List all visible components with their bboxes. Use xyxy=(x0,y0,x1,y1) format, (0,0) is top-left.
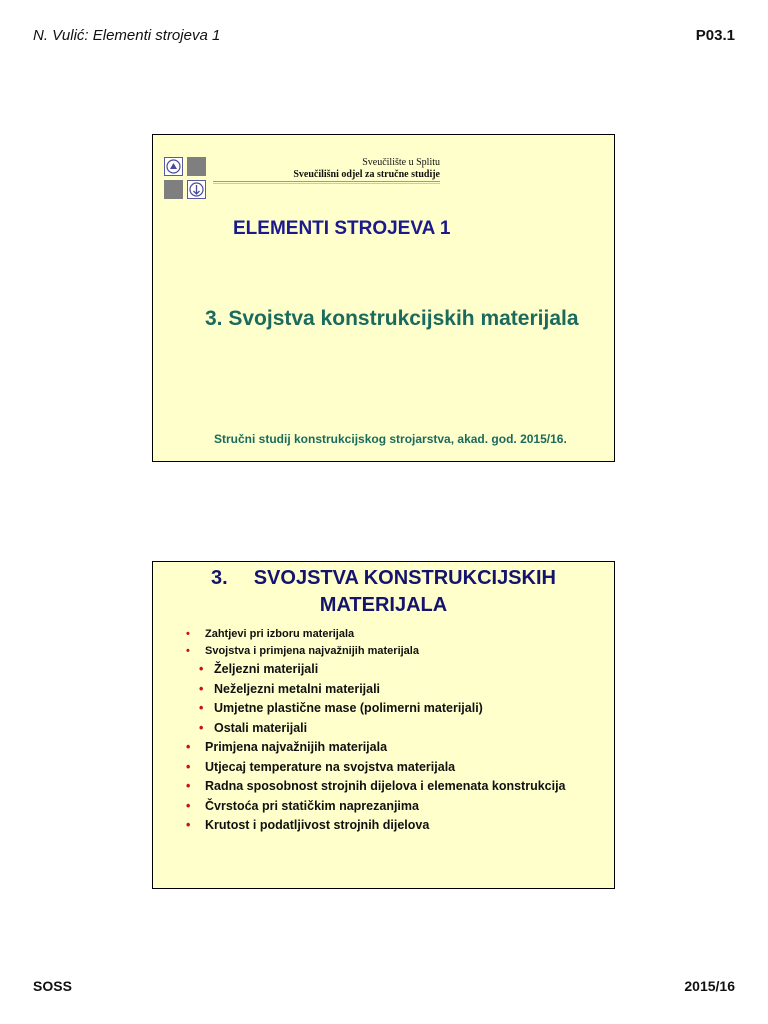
study-program: Stručni studij konstrukcijskog strojarstva, akad. god. 2015/16. xyxy=(214,432,567,446)
department-name: Sveučilišni odjel za stručne studije xyxy=(293,169,440,180)
contents-title-line1: SVOJSTVA KONSTRUKCIJSKIH xyxy=(253,567,556,589)
list-item: • Svojstva i primjena najvažnijih materijala xyxy=(153,645,566,662)
department-emblem-icon xyxy=(187,180,206,199)
header-page-code: P03.1 xyxy=(695,27,735,44)
course-title: ELEMENTI STROJEVA 1 xyxy=(233,218,451,239)
footer-left: SOSS xyxy=(33,978,72,994)
header-divider xyxy=(213,181,440,182)
university-name: Sveučilište u Splitu xyxy=(362,157,440,168)
list-item: • Primjena najvažnijih materijala xyxy=(153,740,566,760)
logo-gray-square xyxy=(187,157,206,176)
contents-title xyxy=(153,565,614,619)
logo-gray-square xyxy=(164,180,183,199)
footer-right: 2015/16 xyxy=(684,978,735,994)
list-item: • Čvrstoća pri statičkim naprezanjima xyxy=(153,799,566,819)
contents-list xyxy=(153,628,566,838)
topic-title: 3. Svojstva konstrukcijskih materijala xyxy=(205,307,579,330)
list-subitem: • Željezni materijali xyxy=(153,662,566,682)
contents-title-line2: MATERIJALA xyxy=(319,594,448,616)
list-subitem: • Ostali materijali xyxy=(153,721,566,741)
university-emblem-icon xyxy=(164,157,183,176)
university-logo xyxy=(164,157,208,201)
list-item: • Krutost i podatljivost strojnih dijelova xyxy=(153,818,566,838)
list-subitem: • Umjetne plastične mase (polimerni materijali) xyxy=(153,701,566,721)
list-item: • Zahtjevi pri izboru materijala xyxy=(153,628,566,645)
header-author-title: N. Vulić: Elementi strojeva 1 xyxy=(33,27,221,44)
list-item: • Utjecaj temperature na svojstva materijala xyxy=(153,760,566,780)
title-slide xyxy=(152,134,615,462)
contents-slide xyxy=(152,561,615,889)
list-item: • Radna sposobnost strojnih dijelova i elemenata konstrukcija xyxy=(153,779,566,799)
header-divider xyxy=(213,183,440,184)
contents-title-number: 3. xyxy=(211,567,228,589)
list-subitem: • Neželjezni metalni materijali xyxy=(153,682,566,702)
